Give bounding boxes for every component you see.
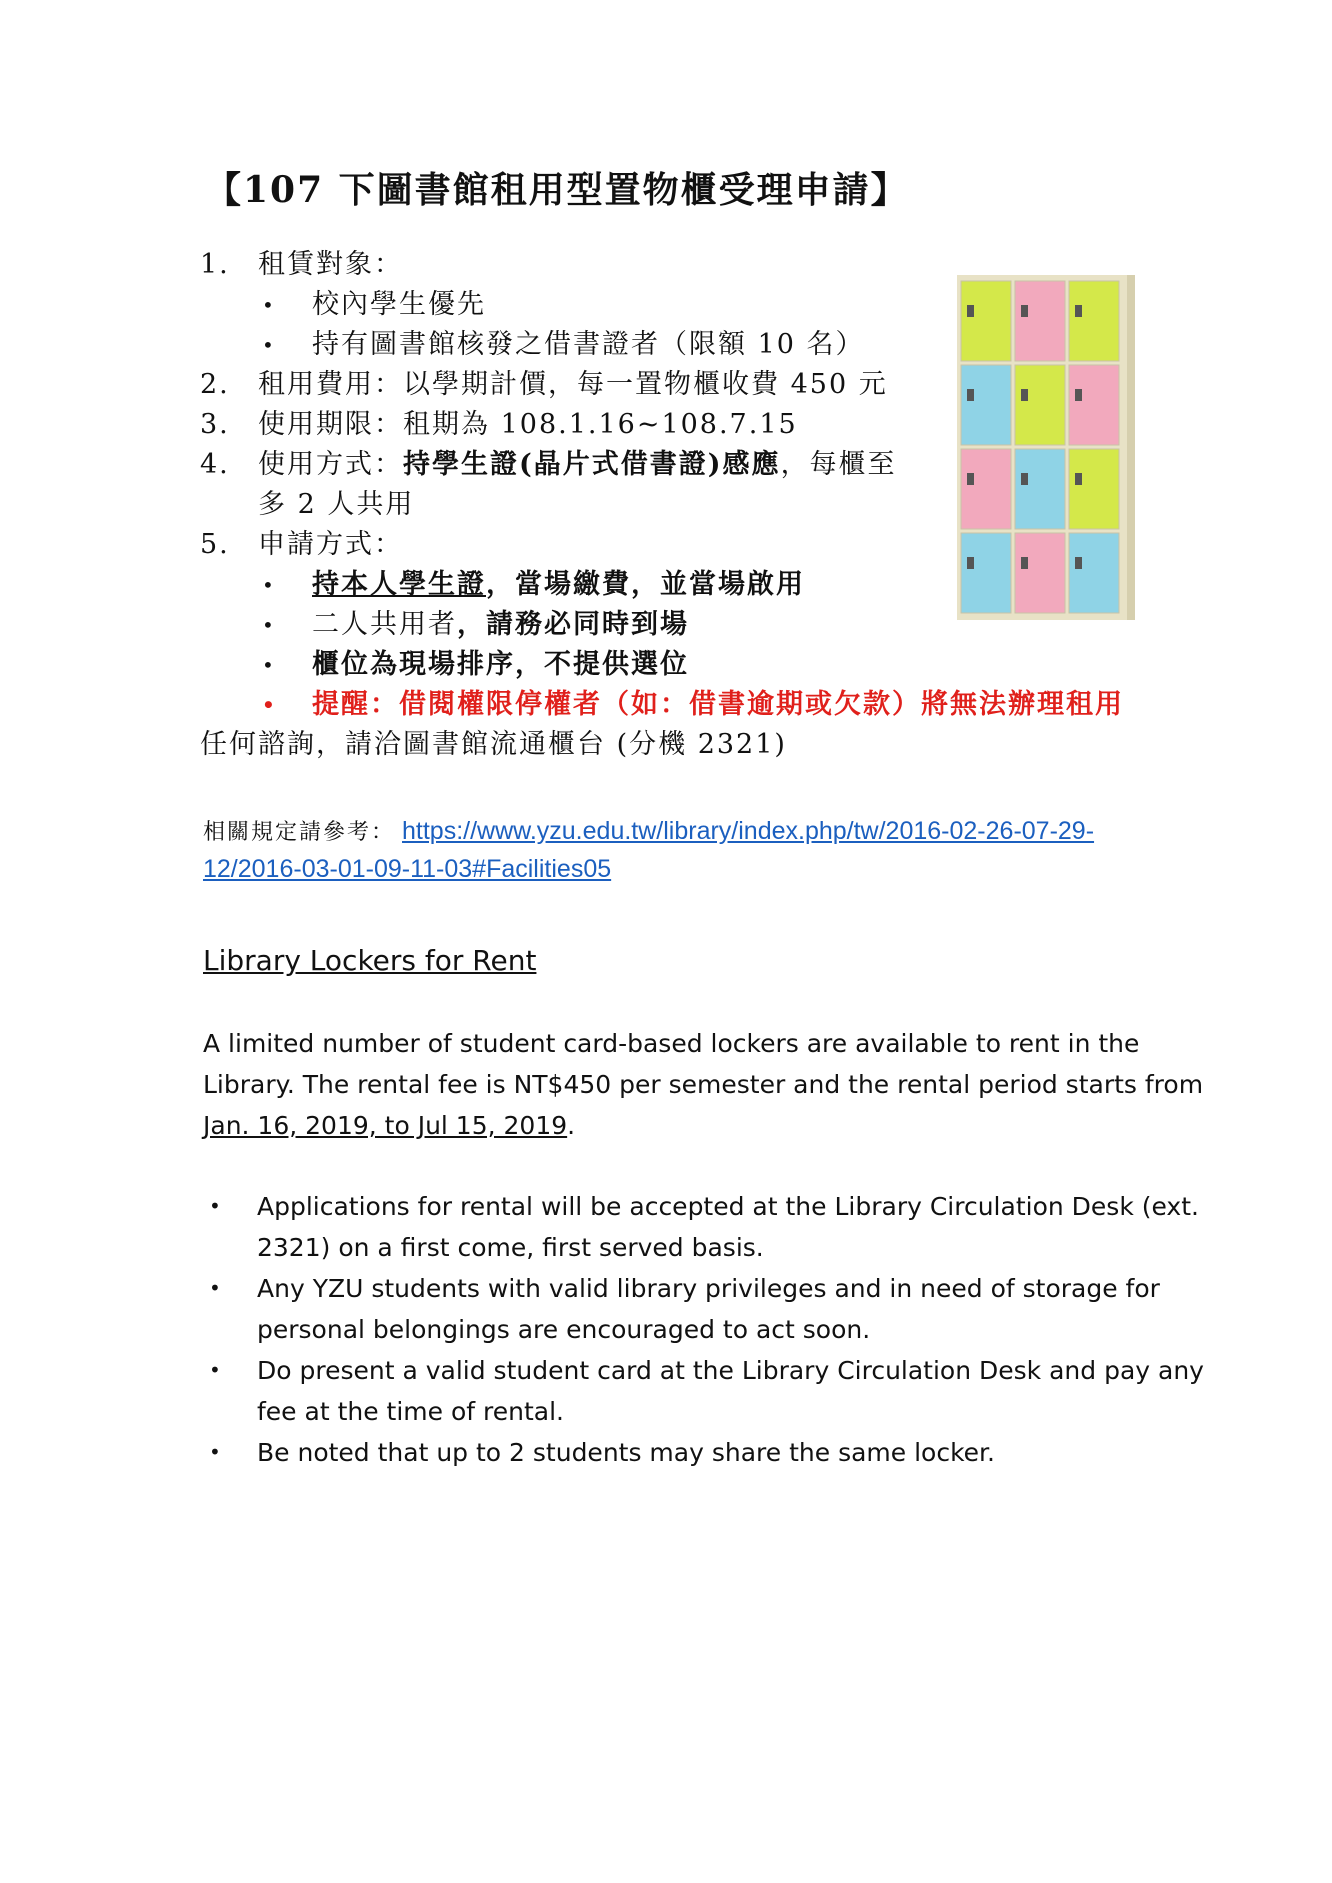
locker-image — [957, 275, 1135, 620]
locker-door — [1069, 365, 1119, 445]
reminder-text: 提醒：借閱權限停權者（如：借書逾期或欠款）將無法辦理租用 — [312, 689, 1124, 720]
list-item-5: 5. 申請方式： — [200, 529, 403, 560]
bullet-icon: • — [209, 1194, 221, 1218]
lock-icon — [1075, 473, 1082, 485]
contact-line: 任何諮詢，請洽圖書館流通櫃台 (分機 2321) — [200, 729, 787, 760]
english-paragraph: A limited number of student card-based lockers are available to rent in the Library. The rental fee is NT$450 per semester and the rental period starts from Jan. 16, 2019, to Jul 15, 2019. — [203, 1029, 1204, 1140]
lock-icon — [1075, 557, 1082, 569]
english-heading: Library Lockers for Rent — [203, 944, 537, 977]
lock-icon — [1075, 305, 1082, 317]
locker-side — [1127, 275, 1135, 620]
lock-icon — [1075, 389, 1082, 401]
locker-door — [961, 533, 1011, 613]
english-bullet-list — [203, 1186, 1204, 1473]
lock-icon — [967, 305, 974, 317]
bullet-icon: • — [209, 1358, 221, 1382]
list-item-1: 1. 租賃對象： — [200, 249, 403, 280]
bullet-icon: • — [209, 1440, 221, 1464]
list-item: • Do present a valid student card at the Library Circulation Desk and pay any fee at the time of rental. — [203, 1350, 1193, 1432]
locker-door — [1069, 449, 1119, 529]
reference-label: 相關規定請參考： — [203, 820, 396, 845]
page-title: 【107 下圖書館租用型置物櫃受理申請】 — [205, 169, 909, 211]
bullet-icon: • — [209, 1276, 221, 1300]
lock-icon — [967, 473, 974, 485]
lock-icon — [1021, 305, 1028, 317]
lock-icon — [1021, 473, 1028, 485]
bullet-icon: • — [262, 613, 276, 637]
bullet-icon: • — [262, 573, 276, 597]
bullet-icon: • — [262, 293, 276, 317]
locker-door — [1069, 533, 1119, 613]
lock-icon — [1021, 389, 1028, 401]
list-item-4: 4. 使用方式：持學生證(晶片式借書證)感應，每櫃至 — [200, 449, 897, 480]
list-item: • Any YZU students with valid library privileges and in need of storage for personal belongings are encouraged to act soon. — [203, 1268, 1193, 1350]
lock-icon — [967, 557, 974, 569]
locker-door — [1069, 281, 1119, 361]
locker-door — [1015, 281, 1065, 361]
list-item-4-continued: 多 2 人共用 — [258, 489, 415, 520]
list-item: • Applications for rental will be accepted at the Library Circulation Desk (ext. 2321) on a first come, first served basis. — [203, 1186, 1193, 1268]
reference-link[interactable]: https://www.yzu.edu.tw/library/index.php/tw/2016-02-26-07-29- — [402, 817, 1095, 845]
reference-link-continued[interactable]: 12/2016-03-01-09-11-03#Facilities05 — [203, 855, 612, 883]
locker-door — [1015, 365, 1065, 445]
lock-icon — [967, 389, 974, 401]
locker-door — [1015, 449, 1065, 529]
locker-door — [961, 449, 1011, 529]
list-item-2: 2. 租用費用：以學期計價，每一置物櫃收費 450 元 — [200, 369, 888, 400]
document-page: 【107 下圖書館租用型置物櫃受理申請】 1. 租賃對象： • 校內學生優先 • 持有圖書館核發之借書證者（限額 10 名） 2. 租用費用：以學期計價，每一置物櫃收費 450 元 3. 使用期限：租期為 108.1.16~108.7.15 4. 使用方式：持學生證(晶片式借書證)感應，每櫃至 多 2 人共用 5. 申請方式： • 持本人學生證，當場繳費，並當場啟用 • 二人共用者，請務必同時到場 • 櫃位為現場排序，不提供選位 • 提醒：借閱權限停權者（如：借書逾期或欠款）將無法辦理租用 任何諮詢，請洽圖書館流通櫃台 (分機 2321) 相關規定請參考： https://www.yzu.edu.tw/library/index.php/tw/2016-02-26-07-29- 12/2016-03-01-09-11-03#Facilities05 Library Lockers for Rent A limited number of student card-based lockers are available to rent in the Library. The rental fee is NT$450 per semester and the rental period starts from Jan. 16, 2019, to Jul 15, 2019. • Applications for rental will be accepted at the Library Circulation Desk (ext. 2321) on a first come, first served basis. • Any YZU students with valid library privileges and in need of storage for personal belongings are encouraged to act soon. • Do present a valid student card at the Library Circulation Desk and pay any fee at the time of rental. • Be noted that up to 2 students may share the same locker. — [0, 0, 1332, 1883]
list-item: • Be noted that up to 2 students may share the same locker. — [203, 1432, 1193, 1473]
locker-door — [961, 281, 1011, 361]
rental-period: Jan. 16, 2019, to Jul 15, 2019 — [203, 1111, 568, 1140]
locker-door — [961, 365, 1011, 445]
lock-icon — [1021, 557, 1028, 569]
bullet-icon: • — [262, 693, 277, 717]
locker-door — [1015, 533, 1065, 613]
list-item-3: 3. 使用期限：租期為 108.1.16~108.7.15 — [200, 409, 798, 440]
bullet-icon: • — [262, 333, 276, 357]
reference-block — [203, 813, 1193, 889]
bullet-icon: • — [262, 653, 276, 677]
